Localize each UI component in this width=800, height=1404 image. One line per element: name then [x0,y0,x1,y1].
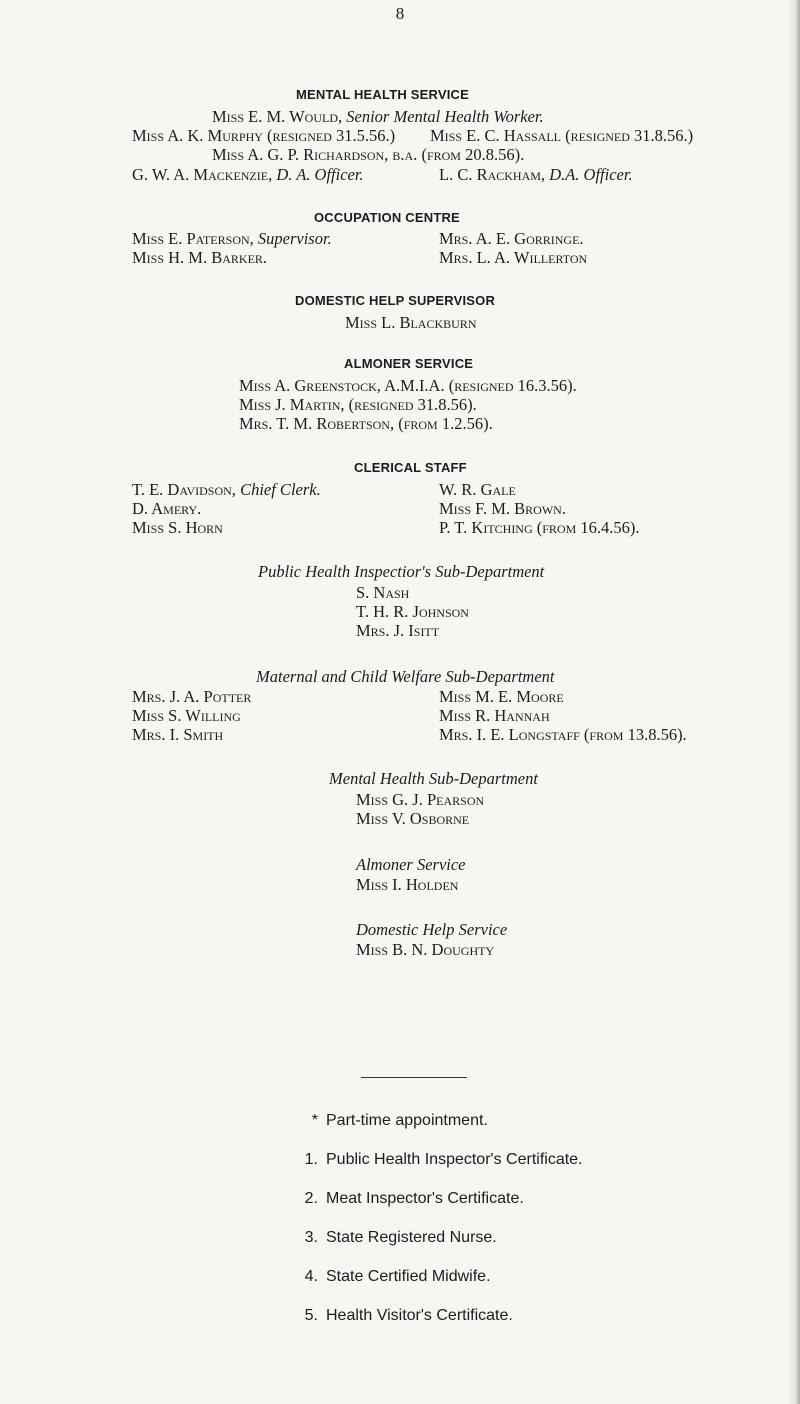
footnote-mark: 5. [304,1307,318,1324]
mh-line-4b-title: D.A. Officer. [549,165,633,184]
mh-line-1-title: Senior Mental Health Worker. [346,107,544,126]
clerical-left-1-name: T. E. Davidson, [132,480,236,499]
mcw-left-1: Mrs. J. A. Potter [132,687,252,706]
clerical-right-2: Miss F. M. Brown. [439,499,566,518]
oc-left-2: Miss H. M. Barker. [132,248,268,267]
domestic-help-name: Miss L. Blackburn [345,313,477,332]
almoner-line-1: Miss A. Greenstock, A.M.I.A. (resigned 16.3.56). [239,376,577,395]
clerical-right-3: P. T. Kitching (from 16.4.56). [439,518,640,537]
mcw-right-1: Miss M. E. Moore [439,687,564,706]
footnote-mark: 2. [304,1190,318,1207]
mh-line-3: Miss A. G. P. Richardson, b.a. (from 20.8.56). [212,145,525,164]
clerical-left-2: D. Amery. [132,499,202,518]
footnote-mark: 1. [304,1151,318,1168]
occupation-centre-heading: OCCUPATION CENTRE [314,210,460,225]
clerical-right-1: W. R. Gale [439,480,516,499]
mcw-left-3: Mrs. I. Smith [132,725,224,744]
footnote-mark: 4. [304,1268,318,1285]
page-edge-shadow [788,0,800,1404]
page-number: 8 [395,4,405,23]
mh-sub-heading: Mental Health Sub-Department [329,769,538,788]
mcw-sub-heading: Maternal and Child Welfare Sub-Department [256,667,555,686]
footnote-text: State Certified Midwife. [326,1268,491,1285]
footnote-item [290,1190,524,1208]
mh-line-4a-title: D. A. Officer. [276,165,364,184]
footnote-item [290,1307,513,1325]
mh-line-2b: Miss E. C. Hassall (resigned 31.8.56.) [430,126,694,145]
almoner-service-heading: Almoner Service [356,855,466,874]
footnote-mark: * [311,1112,318,1129]
dh-service-heading: Domestic Help Service [356,920,508,939]
footnote-item [290,1268,491,1286]
footnote-item [290,1112,488,1130]
almoner-line-2: Miss J. Martin, (resigned 31.8.56). [239,395,477,414]
phi-name-2: T. H. R. Johnson [356,602,469,621]
footnote-item [290,1151,583,1169]
footnote-text: Health Visitor's Certificate. [326,1307,513,1324]
oc-right-2: Mrs. L. A. Willerton [439,248,588,267]
clerical-left-1-title: Chief Clerk. [240,480,321,499]
oc-left-1-title: Supervisor. [257,229,332,248]
mental-health-heading: MENTAL HEALTH SERVICE [296,87,469,102]
almoner-line-3: Mrs. T. M. Robertson, (from 1.2.56). [239,414,493,433]
clerical-heading: CLERICAL STAFF [354,460,467,475]
mcw-right-2: Miss R. Hannah [439,706,550,725]
oc-left-1 [132,229,332,249]
domestic-help-heading: DOMESTIC HELP SUPERVISOR [295,293,496,308]
mcw-left-2: Miss S. Willing [132,706,241,725]
oc-right-1: Mrs. A. E. Gorringe. [439,229,584,248]
almoner-heading: ALMONER SERVICE [344,356,474,371]
mh-line-1-name: Miss E. M. Would, [212,107,343,126]
phi-name-1: S. Nash [356,583,410,602]
mh-line-4a [132,165,364,185]
phi-name-3: Mrs. J. Isitt [356,621,440,640]
footnote-text: Part-time appointment. [326,1112,488,1129]
mh-line-4b-name: L. C. Rackham, [439,165,546,184]
mh-line-2a: Miss A. K. Murphy (resigned 31.5.56.) [132,126,396,145]
mcw-right-3: Mrs. I. E. Longstaff (from 13.8.56). [439,725,687,744]
clerical-left-1 [132,480,321,500]
footnote-item [290,1229,497,1247]
mh-line-4a-name: G. W. A. Mackenzie, [132,165,273,184]
mh-line-1 [212,107,544,127]
footnote-text: State Registered Nurse. [326,1229,497,1246]
almoner-service-name: Miss I. Holden [356,875,459,894]
dh-service-name: Miss B. N. Doughty [356,940,495,959]
mh-line-4b [439,165,633,185]
footnote-text: Public Health Inspector's Certificate. [326,1151,583,1168]
phi-sub-heading: Public Health Inspectior's Sub-Department [258,562,545,581]
mh-sub-name-2: Miss V. Osborne [356,809,470,828]
footnote-text: Meat Inspector's Certificate. [326,1190,524,1207]
mh-sub-name-1: Miss G. J. Pearson [356,790,485,809]
section-divider [361,1077,467,1078]
footnote-mark: 3. [304,1229,318,1246]
oc-left-1-name: Miss E. Paterson, [132,229,254,248]
clerical-left-3: Miss S. Horn [132,518,223,537]
